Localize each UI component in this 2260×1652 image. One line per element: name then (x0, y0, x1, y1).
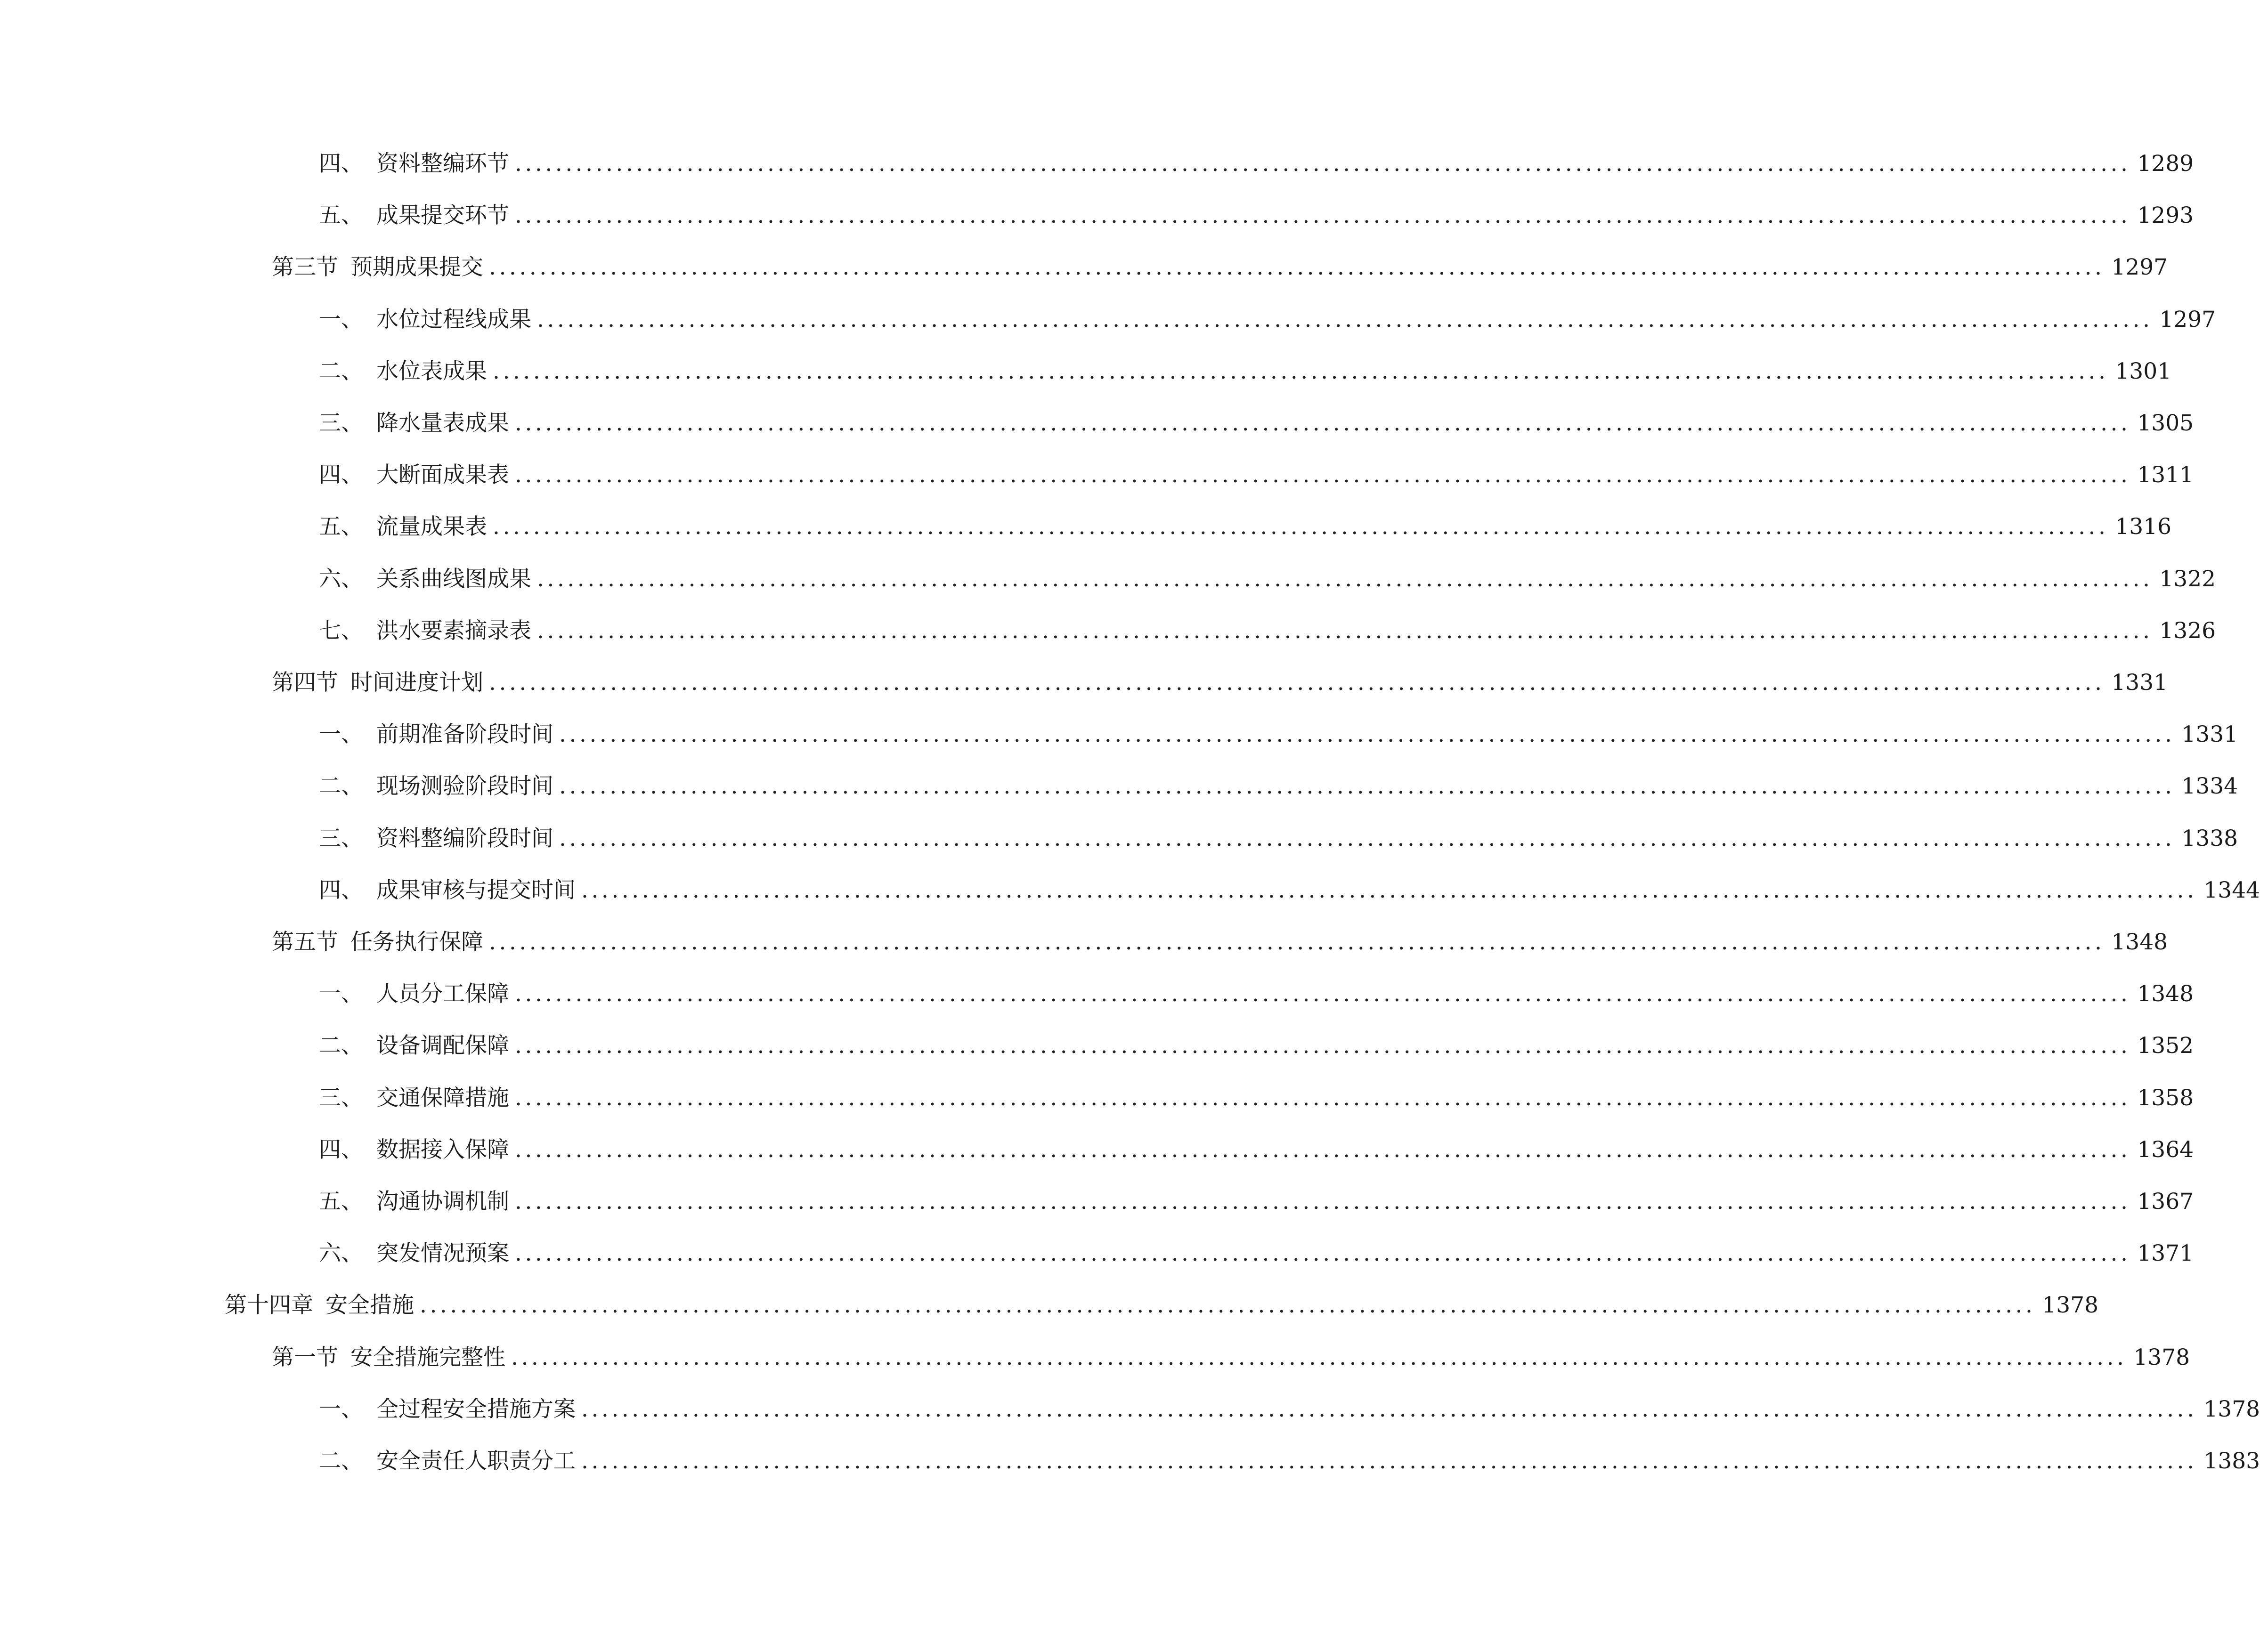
toc-dot-leader: ................................................................................................................................................................ (515, 151, 2131, 177)
toc-page-number: 1322 (2159, 566, 2216, 592)
toc-entry-title: 成果审核与提交时间 (376, 877, 576, 903)
toc-page-number: 1311 (2137, 462, 2194, 488)
toc-dot-leader: ................................................................................................................................................................ (489, 254, 2105, 280)
toc-entry-title: 突发情况预案 (376, 1240, 509, 1266)
toc-page-number: 1371 (2137, 1240, 2194, 1266)
toc-dot-leader: ................................................................................................................................................................ (559, 773, 2175, 799)
toc-page-number: 1348 (2137, 981, 2194, 1007)
toc-entry-title: 成果提交环节 (376, 202, 509, 228)
toc-page-number: 1316 (2115, 514, 2172, 540)
toc-entry-title: 任务执行保障 (350, 929, 483, 955)
toc-page-number: 1378 (2042, 1292, 2099, 1318)
toc-page-number: 1378 (2133, 1344, 2190, 1370)
toc-dot-leader: ................................................................................................................................................................ (515, 1033, 2131, 1059)
toc-dot-leader: ................................................................................................................................................................ (493, 514, 2109, 540)
toc-entry-title: 预期成果提交 (350, 254, 483, 280)
toc-page-number: 1331 (2181, 721, 2238, 747)
toc-entry-title: 设备调配保障 (376, 1033, 509, 1059)
toc-entry-number: 五、 (319, 202, 363, 228)
toc-entry-title: 安全责任人职责分工 (376, 1448, 576, 1474)
toc-entry-title: 大断面成果表 (376, 462, 509, 488)
toc-entry-number: 七、 (319, 618, 363, 644)
toc-dot-leader: ................................................................................................................................................................ (559, 826, 2175, 851)
toc-entry-number: 四、 (319, 151, 363, 177)
toc-entry[interactable] (319, 1029, 2194, 1062)
toc-entry-number: 第三节 (272, 254, 338, 280)
toc-entry-title: 人员分工保障 (376, 981, 509, 1007)
toc-dot-leader: ................................................................................................................................................................ (489, 670, 2105, 696)
toc-entry-number: 一、 (319, 721, 363, 747)
toc-entry[interactable] (319, 1237, 2194, 1270)
toc-entry-number: 四、 (319, 877, 363, 903)
toc-dot-leader: ................................................................................................................................................................ (420, 1292, 2036, 1318)
toc-entry-title: 数据接入保障 (376, 1137, 509, 1163)
toc-entry-number: 三、 (319, 1085, 363, 1111)
toc-entry[interactable] (319, 147, 2194, 180)
toc-entry-number: 二、 (319, 1033, 363, 1059)
toc-dot-leader: ................................................................................................................................................................ (537, 618, 2153, 644)
toc-entry[interactable] (225, 1289, 2099, 1322)
toc-entry-number: 四、 (319, 462, 363, 488)
toc-entry-title: 沟通协调机制 (376, 1189, 509, 1215)
toc-entry[interactable] (272, 1341, 2190, 1374)
toc-entry-title: 水位表成果 (376, 358, 487, 384)
toc-entry-title: 现场测验阶段时间 (376, 773, 553, 799)
toc-entry[interactable] (319, 1082, 2194, 1115)
toc-dot-leader: ................................................................................................................................................................ (489, 929, 2105, 955)
toc-entry-number: 五、 (319, 514, 363, 540)
toc-page-number: 1326 (2159, 618, 2216, 644)
toc-entry-number: 二、 (319, 1448, 363, 1474)
toc-dot-leader: ................................................................................................................................................................ (515, 1189, 2131, 1215)
toc-page-number: 1297 (2111, 254, 2168, 280)
toc-entry-title: 安全措施 (325, 1292, 414, 1318)
toc-entry[interactable] (319, 407, 2194, 440)
toc-entry[interactable] (272, 251, 2168, 284)
toc-entry-number: 六、 (319, 566, 363, 592)
toc-page-number: 1383 (2203, 1448, 2260, 1474)
toc-page-number: 1338 (2181, 826, 2238, 851)
toc-dot-leader: ................................................................................................................................................................ (581, 1448, 2197, 1474)
toc-entry-title: 资料整编阶段时间 (376, 826, 553, 851)
toc-entry-number: 第一节 (272, 1344, 338, 1370)
toc-entry[interactable] (319, 563, 2216, 596)
toc-page-number: 1293 (2137, 202, 2194, 228)
toc-page-number: 1352 (2137, 1033, 2194, 1059)
toc-entry-number: 第四节 (272, 670, 338, 696)
toc-dot-leader: ................................................................................................................................................................ (515, 1137, 2131, 1163)
toc-page-number: 1348 (2111, 929, 2168, 955)
toc-dot-leader: ................................................................................................................................................................ (515, 1240, 2131, 1266)
toc-entry[interactable] (319, 718, 2238, 751)
toc-dot-leader: ................................................................................................................................................................ (493, 358, 2109, 384)
toc-entry-number: 六、 (319, 1240, 363, 1266)
toc-page-number: 1367 (2137, 1189, 2194, 1215)
toc-entry-number: 三、 (319, 826, 363, 851)
toc-entry[interactable] (319, 510, 2172, 543)
toc-entry[interactable] (319, 822, 2238, 855)
toc-entry-number: 三、 (319, 410, 363, 436)
toc-dot-leader: ................................................................................................................................................................ (515, 462, 2131, 488)
toc-entry-number: 二、 (319, 773, 363, 799)
toc-entry-title: 降水量表成果 (376, 410, 509, 436)
toc-entry[interactable] (319, 1185, 2194, 1218)
toc-entry[interactable] (319, 303, 2216, 336)
toc-dot-leader: ................................................................................................................................................................ (537, 307, 2153, 332)
toc-entry[interactable] (319, 1445, 2260, 1478)
toc-page-number: 1289 (2137, 151, 2194, 177)
toc-entry-number: 四、 (319, 1137, 363, 1163)
toc-entry-number: 第十四章 (225, 1292, 313, 1318)
toc-page-number: 1334 (2181, 773, 2238, 799)
toc-entry-number: 一、 (319, 1396, 363, 1422)
toc-page-number: 1305 (2137, 410, 2194, 436)
toc-entry-number: 一、 (319, 307, 363, 332)
toc-entry[interactable] (319, 1393, 2260, 1426)
toc-entry[interactable] (272, 926, 2168, 959)
toc-dot-leader: ................................................................................................................................................................ (511, 1344, 2127, 1370)
toc-entry-title: 洪水要素摘录表 (376, 618, 531, 644)
toc-dot-leader: ................................................................................................................................................................ (581, 1396, 2197, 1422)
toc-entry-title: 交通保障措施 (376, 1085, 509, 1111)
toc-entry-title: 资料整编环节 (376, 151, 509, 177)
toc-dot-leader: ................................................................................................................................................................ (581, 877, 2197, 903)
toc-page-number: 1344 (2203, 877, 2260, 903)
toc-entry-title: 关系曲线图成果 (376, 566, 531, 592)
toc-dot-leader: ................................................................................................................................................................ (515, 410, 2131, 436)
toc-entry-number: 二、 (319, 358, 363, 384)
toc-dot-leader: ................................................................................................................................................................ (515, 202, 2131, 228)
toc-page-number: 1378 (2203, 1396, 2260, 1422)
toc-dot-leader: ................................................................................................................................................................ (559, 721, 2175, 747)
toc-entry-title: 全过程安全措施方案 (376, 1396, 576, 1422)
toc-page-number: 1297 (2159, 307, 2216, 332)
toc-entry[interactable] (319, 199, 2194, 232)
toc-entry-number: 第五节 (272, 929, 338, 955)
toc-entry[interactable] (319, 459, 2194, 492)
toc-entry-number: 五、 (319, 1189, 363, 1215)
toc-page-number: 1301 (2115, 358, 2172, 384)
toc-dot-leader: ................................................................................................................................................................ (515, 1085, 2131, 1111)
toc-page-number: 1364 (2137, 1137, 2194, 1163)
toc-dot-leader: ................................................................................................................................................................ (537, 566, 2153, 592)
toc-entry[interactable] (319, 355, 2172, 388)
toc-entry[interactable] (319, 874, 2260, 907)
toc-entry-title: 流量成果表 (376, 514, 487, 540)
toc-entry[interactable] (272, 666, 2168, 699)
toc-page-number: 1358 (2137, 1085, 2194, 1111)
toc-entry-title: 安全措施完整性 (350, 1344, 505, 1370)
toc-entry-title: 时间进度计划 (350, 670, 483, 696)
toc-entry[interactable] (319, 978, 2194, 1011)
toc-entry-title: 前期准备阶段时间 (376, 721, 553, 747)
toc-page-number: 1331 (2111, 670, 2168, 696)
toc-entry[interactable] (319, 615, 2216, 648)
toc-dot-leader: ................................................................................................................................................................ (515, 981, 2131, 1007)
toc-entry[interactable] (319, 1134, 2194, 1166)
toc-entry-title: 水位过程线成果 (376, 307, 531, 332)
toc-entry-number: 一、 (319, 981, 363, 1007)
toc-entry[interactable] (319, 770, 2238, 803)
